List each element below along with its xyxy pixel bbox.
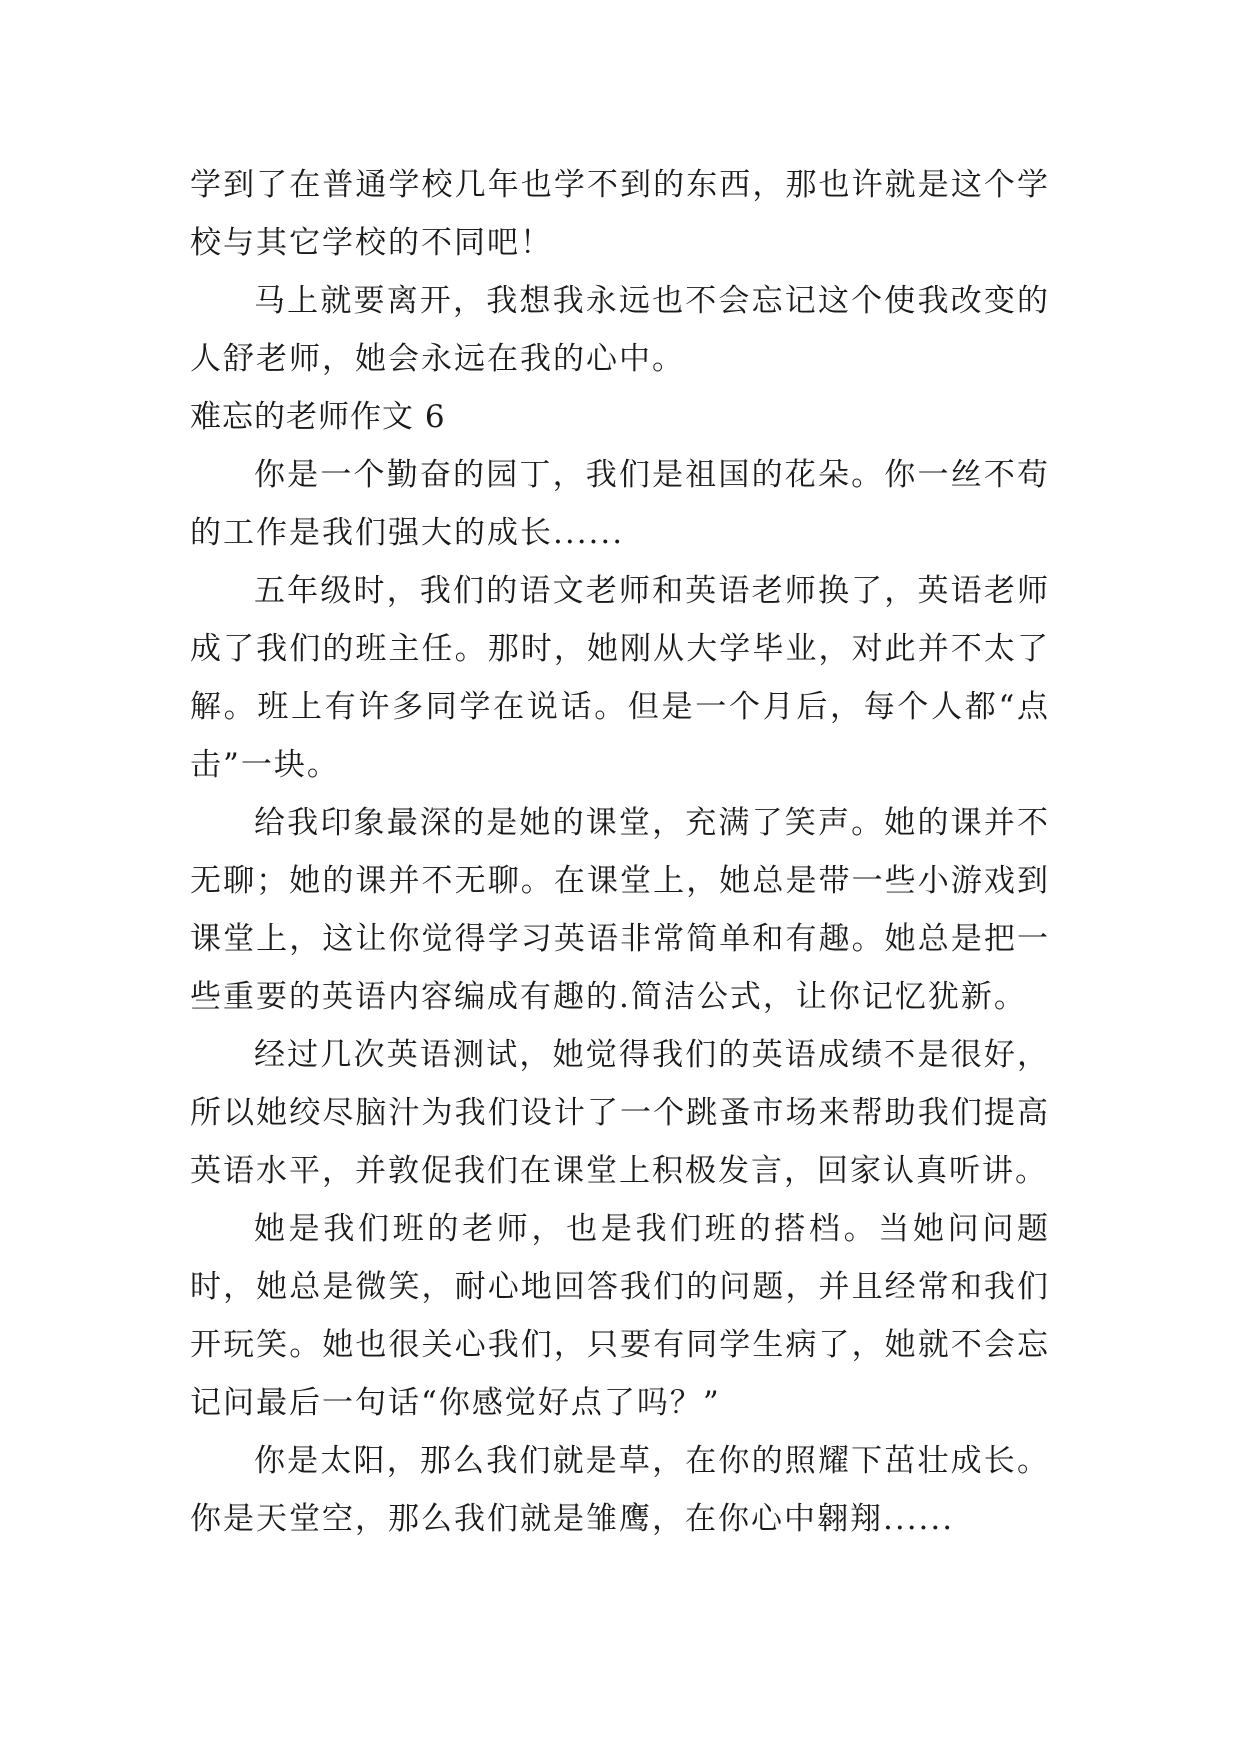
continued-paragraph: 学到了在普通学校几年也学不到的东西，那也许就是这个学校与其它学校的不同吧！ bbox=[190, 167, 1050, 261]
document-body bbox=[190, 156, 1050, 1548]
body-paragraph-3: 给我印象最深的是她的课堂，充满了笑声。她的课并不无聊；她的课并不无聊。在课堂上，她总是带一些小游戏到课堂上，这让你觉得学习英语非常简单和有趣。她总是把一些重要的英语内容编成有趣的.简洁公式，让你记忆犹新。 bbox=[190, 805, 1050, 1015]
body-paragraph-6: 你是太阳，那么我们就是草，在你的照耀下茁壮成长。你是天堂空，那么我们就是雏鹰，在你心中翱翔...... bbox=[190, 1443, 1050, 1537]
body-paragraph-4: 经过几次英语测试，她觉得我们的英语成绩不是很好，所以她绞尽脑汁为我们设计了一个跳蚤市场来帮助我们提高英语水平，并敦促我们在课堂上积极发言，回家认真听讲。 bbox=[190, 1037, 1050, 1189]
closing-paragraph: 马上就要离开，我想我永远也不会忘记这个使我改变的人舒老师，她会永远在我的心中。 bbox=[190, 283, 1050, 377]
section-title: 难忘的老师作文 6 bbox=[190, 399, 446, 435]
body-paragraph-5: 她是我们班的老师，也是我们班的搭档。当她问问题时，她总是微笑，耐心地回答我们的问题，并且经常和我们开玩笑。她也很关心我们，只要有同学生病了，她就不会忘记问最后一句话“你感觉好点了吗？” bbox=[190, 1211, 1050, 1421]
body-paragraph-1: 你是一个勤奋的园丁，我们是祖国的花朵。你一丝不苟的工作是我们强大的成长...... bbox=[190, 457, 1050, 551]
body-paragraph-2: 五年级时，我们的语文老师和英语老师换了，英语老师成了我们的班主任。那时，她刚从大学毕业，对此并不太了解。班上有许多同学在说话。但是一个月后，每个人都“点击”一块。 bbox=[190, 573, 1050, 783]
